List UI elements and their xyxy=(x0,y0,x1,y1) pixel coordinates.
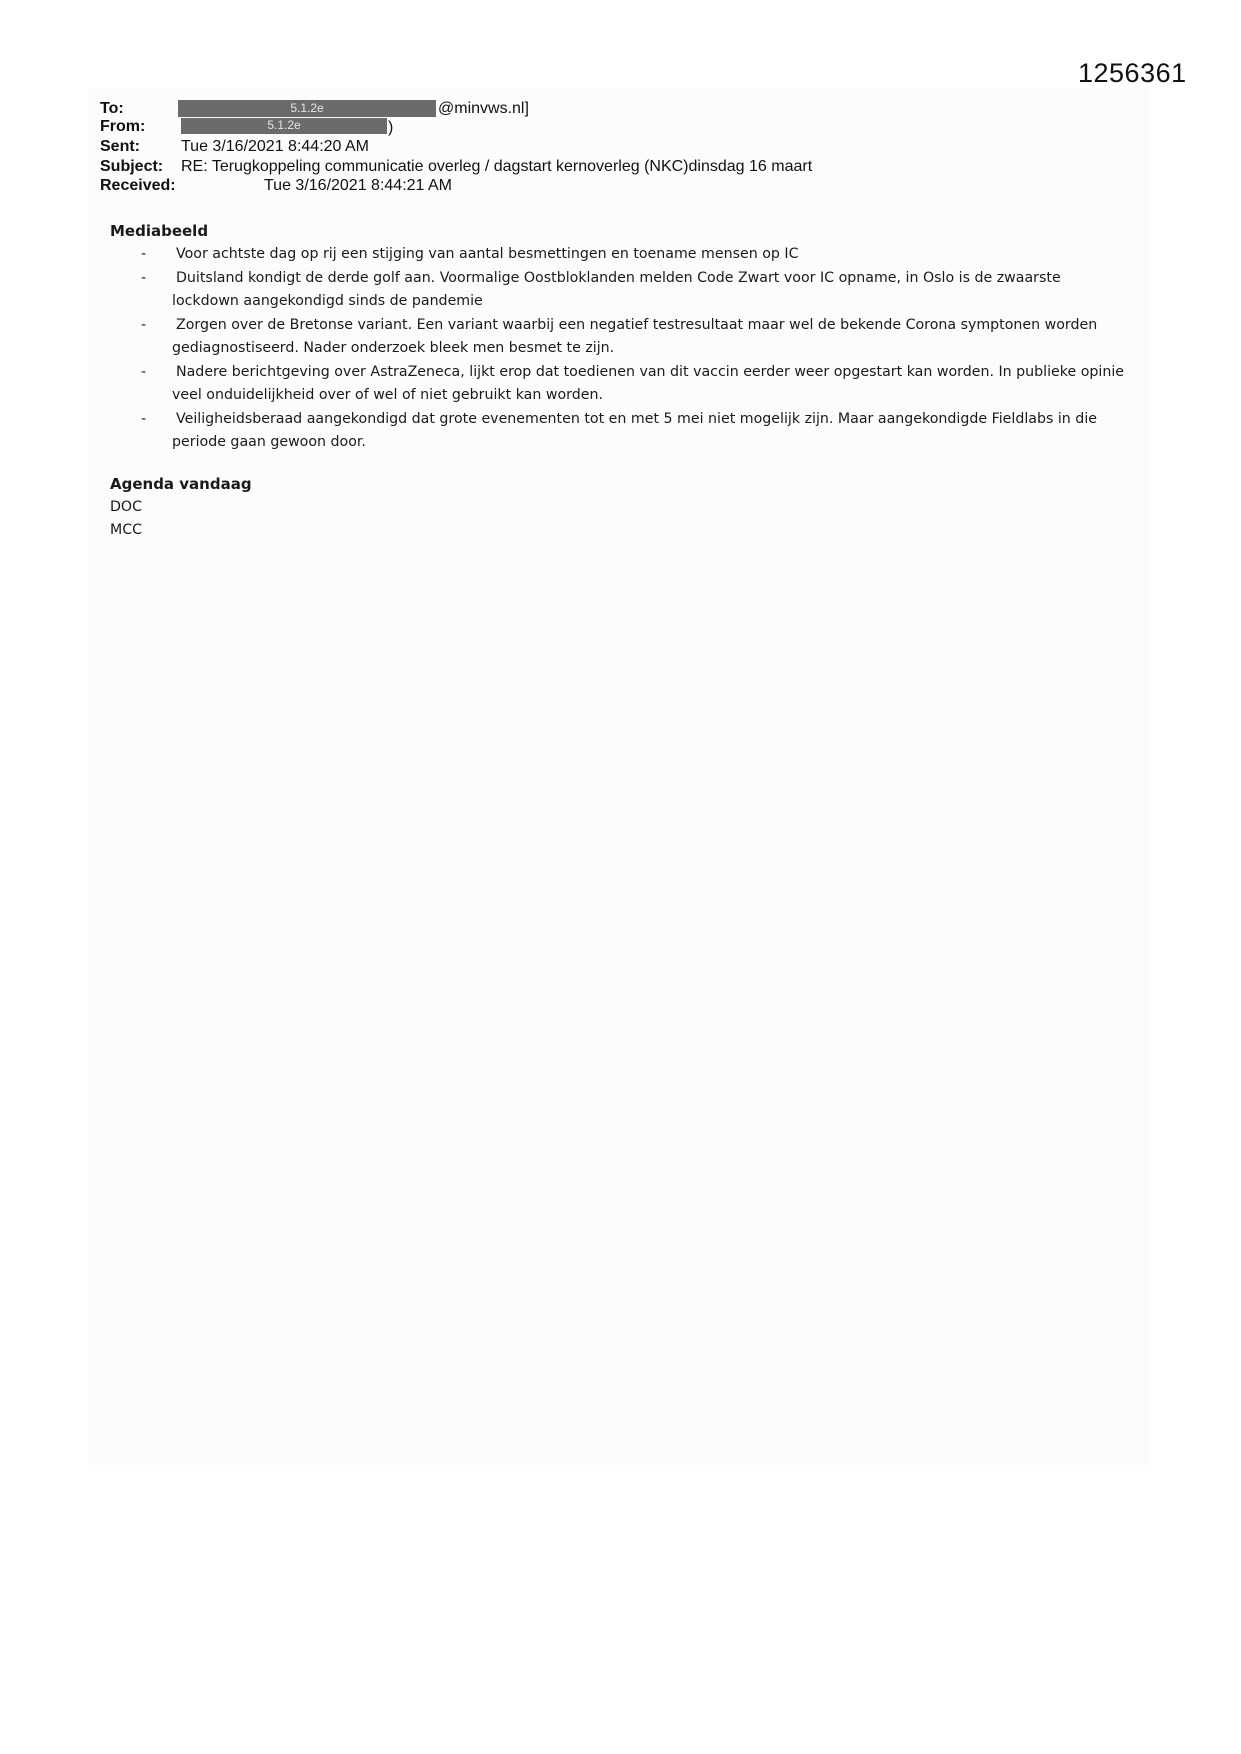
header-received-row xyxy=(100,177,452,195)
bullet-dash-icon: - xyxy=(141,246,147,262)
redaction-box-to: 5.1.2e xyxy=(178,100,436,117)
from-label: From: xyxy=(100,118,146,135)
list-item: - Zorgen over de Bretonse variant. Een variant waarbij een negatief testresultaat maar wel de bekende Corona symptonen worden gediagnostiseerd. Nader onderzoek bleek men besmet te zijn. xyxy=(110,314,1130,361)
header-to-row xyxy=(100,100,124,118)
email-body xyxy=(110,220,1130,542)
agenda-section xyxy=(110,473,1130,542)
received-label: Received: xyxy=(100,177,176,194)
received-value: Tue 3/16/2021 8:44:21 AM xyxy=(264,177,452,194)
list-item: - Voor achtste dag op rij een stijging van aantal besmettingen en toename mensen op IC xyxy=(110,243,1130,267)
header-from-row xyxy=(100,118,145,136)
sent-label: Sent: xyxy=(100,138,140,155)
document-number: 1256361 xyxy=(1078,58,1187,88)
header-sent-row xyxy=(100,138,369,156)
bullet-dash-icon: - xyxy=(141,363,147,380)
list-item: - Duitsland kondigt de derde golf aan. Voormalige Oostbloklanden melden Code Zwart voor IC opname, in Oslo is de zwaarste lockdown aangekondigd sinds de pandemie xyxy=(110,267,1130,314)
list-item: - Nadere berichtgeving over AstraZeneca, lijkt erop dat toedienen van dit vaccin eerder weer opgestart kan worden. In publieke opinie veel onduidelijkheid over of wel of niet gebruikt kan worden. xyxy=(110,361,1130,408)
subject-value: RE: Terugkoppeling communicatie overleg / dagstart kernoverleg (NKC)dinsdag 16 maart xyxy=(181,158,813,175)
redaction-box-from: 5.1.2e xyxy=(181,118,387,134)
from-suffix: ) xyxy=(388,119,394,136)
to-email-suffix: @minvws.nl] xyxy=(438,100,529,117)
mediabeeld-heading: Mediabeeld xyxy=(110,222,209,240)
agenda-item-doc: DOC xyxy=(110,498,142,515)
agenda-heading: Agenda vandaag xyxy=(110,474,252,493)
agenda-item-mcc: MCC xyxy=(110,521,143,538)
subject-label: Subject: xyxy=(100,158,164,175)
mediabeeld-list xyxy=(110,243,1130,455)
bullet-dash-icon: - xyxy=(141,269,147,286)
bullet-dash-icon: - xyxy=(141,410,147,427)
bullet-dash-icon: - xyxy=(141,316,147,333)
header-subject-row xyxy=(100,158,813,176)
sent-value: Tue 3/16/2021 8:44:20 AM xyxy=(181,138,369,155)
to-label: To: xyxy=(100,100,124,117)
list-item: - Veiligheidsberaad aangekondigd dat grote evenementen tot en met 5 mei niet mogelijk zijn. Maar aangekondigde Fieldlabs in die periode gaan gewoon door. xyxy=(110,408,1130,455)
